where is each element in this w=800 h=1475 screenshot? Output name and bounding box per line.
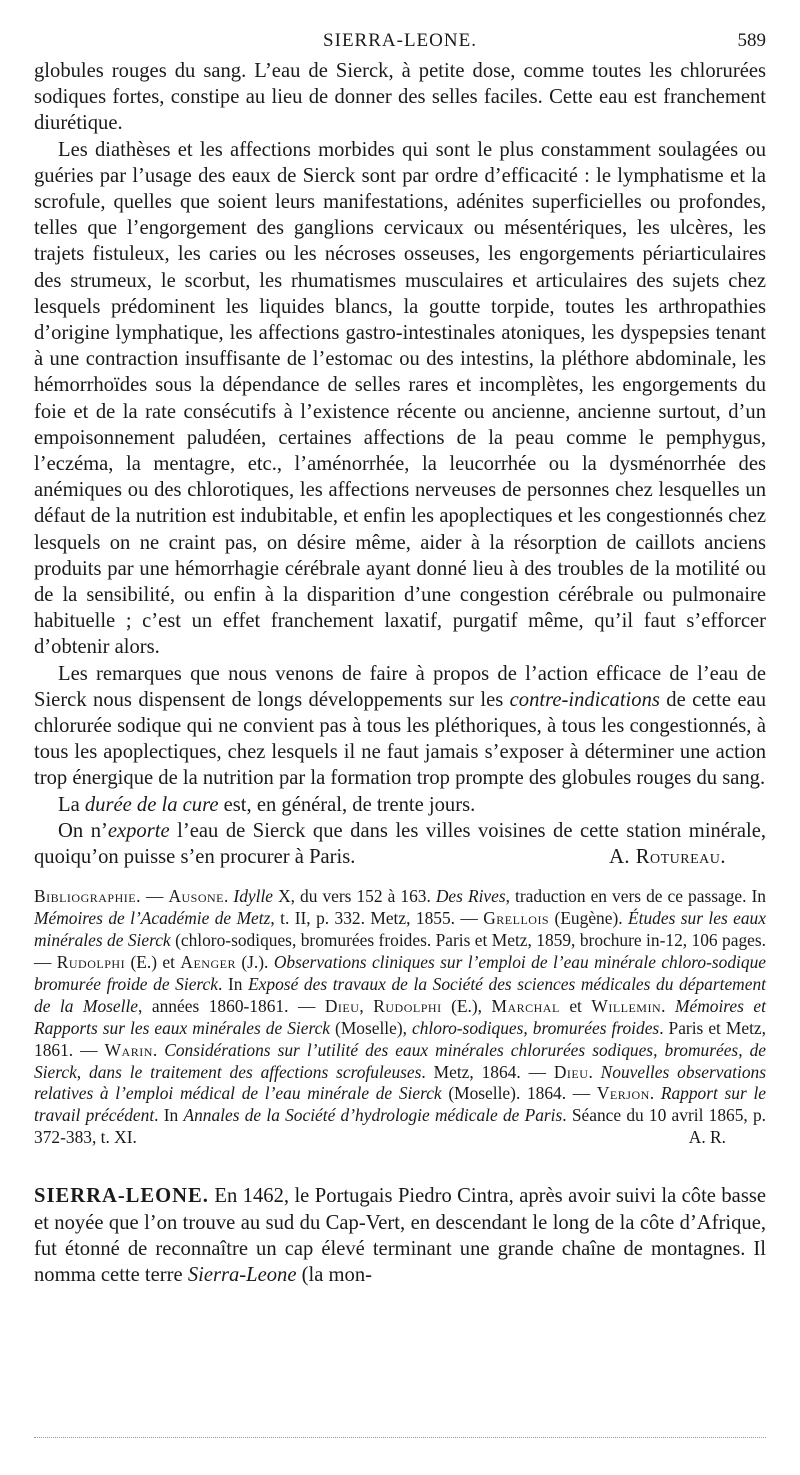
author-name: Dieu [324,995,360,1016]
text-run: (chloro-sodiques, bromurées froides. Paris et Metz, 1859, brochure in-12, 106 pages. — [34,930,766,973]
text-run: , [359,995,374,1016]
work-title: Mémoires et Rapports sur les eaux minérales de Sierck [34,995,766,1038]
paragraph-continued: globules rouges du sang. L’eau de Sierck, à petite dose, comme toutes les chlorurées sodiques fortes, constipe au lieu de donner des selles faciles. Cette eau est franchement diurétique. [34,60,766,135]
author-name: Warin [104,1039,153,1060]
work-title: Annales de la Société d’hydrologie médicale de Paris [183,1105,563,1126]
text-run: . [649,1083,661,1104]
text-run: — [140,886,169,907]
text-run: (Moselle). 1864. — [441,1083,597,1104]
bibliography [34,886,766,1149]
text-run: . [224,886,234,907]
running-title: SIERRA-LEONE. [323,30,477,51]
author-name: Ausone [168,886,225,907]
text-run: . In [154,1105,184,1126]
bibliography-label: Bibliographie. [34,886,141,907]
text-run: , années 1860-1861. — [138,995,325,1016]
text-run: l’eau de Sierck que dans les villes voisines de cette station minérale, quoiqu’on puisse s’en procurer à Paris. [34,819,766,869]
text-run: Les remarques que nous venons de faire à propos de l’action efficace de l’eau de Sierck nous dispensent de longs développements sur les [34,662,766,711]
text-run: . [588,1061,601,1082]
author-name: Dieu [553,1061,589,1082]
author-name: Willemin [591,995,662,1016]
paragraph-export [34,818,766,870]
work-title: Idylle [233,886,274,907]
text-run: En 1462, le Portugais Piedro Cintra, après avoir suivi la côte basse et noyée que l’on trouve au sud du Cap-Vert, en descendant le long de la côte d’Afrique, fut étonné de reconnaître un cap élevé terminant une grande chaîne de montagnes. Il nomma cette terre [34,1185,766,1287]
text-run: X, du vers 152 à 163. [273,886,436,907]
author-name: Rudolphi [373,995,442,1016]
text-run: (E.), [441,995,492,1016]
text-run: On n’ [58,819,108,842]
text-run: . Séance du 10 avril 1865, p. 372-383, t. XI. [34,1105,767,1148]
bibliography-signature: A. R. [688,1127,726,1148]
work-title: Exposé des travaux de la Société des sciences médicales du département de la Moselle [34,973,766,1016]
text-run: . Metz, 1864. — [421,1061,554,1082]
work-title: Nouvelles observations relatives à l’emploi médical de l’eau minérale de Sierck [34,1061,767,1104]
work-title: Mémoires de l’Académie de Metz [34,908,271,929]
entry-sierra-leone [34,1183,766,1289]
author-name: Verjon [596,1083,650,1104]
work-title: Considérations sur l’utilité des eaux minérales chlorurées sodiques, bromurées, de Sierck, dans le traitement des affections scrofuleuses [34,1039,766,1082]
text-run: (Eugène). [549,908,629,929]
text-run: et [559,995,592,1016]
text-run: . In [217,973,249,994]
paragraph-diatheses: Les diathèses et les affections morbides qui sont le plus constamment soulagées ou guéries par l’usage des eaux de Sierck sont par ordre d’efficacité : le lymphatisme et la scrofule, quelles que soient leurs manifestations, adénites superficielles ou profondes, telles que l’engorgement des ganglions cervicaux ou mésentériques, les ulcères, les trajets fistuleux, les caries ou les nécroses osseuses, les engorgements périarticulaires des strumeux, le scorbut, les rhumatismes musculaires et articulaires des sujets chez lesquels prédominent les liquides blancs, la goutte torpide, toutes les arthropathies d’origine lymphatique, les affections gastro-intestinales atoniques, les dyspepsies tenant à une contraction insuffisante de l’estomac ou des intestins, la pléthore abdominale, les hémorrhoïdes sous la dépendance de selles rares et incomplètes, les engorgements du foie et de la rate consécutifs à l’existence récente ou ancienne, ancienne surtout, d’un empoisonnement paludéen, certaines affections de la peau comme le pemphygus, l’eczéma, la mentagre, etc., l’aménorrhée, la leucorrhée ou la dysménorrhée des anémiques ou des chlorotiques, les affections nerveuses de personnes chez lesquelles un défaut de la nutrition est indubitable, et enfin les apoplectiques et les congestionnés chez lesquels on ne craint pas, on désire même, aider à la résorption de caillots anciens produits par une hémorrhagie cérébrale ayant donné lieu à des troubles de la motilité ou de la sensibilité, ou enfin à la disparition d’une congestion cérébrale ou pulmonaire habituelle ; c’est un effet franchement laxatif, purgatif même, qu’il faut s’efforcer d’obtenir alors. [34,138,766,659]
bottom-dotted-rule [34,1437,766,1438]
page-number: 589 [737,30,766,51]
text-run: , t. II, p. 332. Metz, 1855. — [270,908,484,929]
work-title: Études sur les eaux minérales de Sierck [34,908,766,951]
text-run: , traduction en vers de ce passage. In [505,886,766,907]
author-name: Aenger [180,952,236,973]
text-run: . Paris et Metz, 1861. — [34,1017,766,1060]
emphasis: exporte [107,819,170,842]
running-header [34,30,766,58]
emphasis: Sierra-Leone [187,1264,297,1287]
text-run: . [661,995,676,1016]
author-name: Rudolphi [56,952,126,973]
work-title: Rapport sur le travail précédent [34,1083,766,1126]
work-title: chloro-sodiques, bromurées froides [412,1017,660,1038]
emphasis: durée de la cure [84,793,219,816]
text-run: (Moselle), [330,1017,412,1038]
text-run: (J.). [235,952,274,973]
work-title: Des Rives [435,886,506,907]
author-signature: A. Rotureau. [609,846,726,869]
text-run: . [152,1039,165,1060]
text-run: (E.) et [125,952,181,973]
paragraph-contre-indications [34,661,766,792]
entry-headword: SIERRA-LEONE. [34,1185,209,1208]
author-name: Grellois [483,908,550,929]
author-name: Marchal [491,995,560,1016]
text-run: La [58,793,85,816]
main-text [34,58,766,870]
text-run: de cette eau chlorurée sodique qui ne convient pas à tous les pléthoriques, à tous les congestionnés, à tous les apoplectiques, chez lesquels il ne faut jamais s’exposer à déterminer une action trop énergique de la nutrition par la formation trop prompte des globules rouges du sang. [34,688,766,790]
text-run: (la mon- [296,1264,372,1287]
work-title: Observations cliniques sur l’emploi de l’eau minérale chloro-sodique bromurée froide de Sierck [34,952,766,994]
text-run: est, en général, de trente jours. [218,793,476,816]
emphasis: contre-indications [509,688,660,711]
paragraph-duree [34,792,766,818]
